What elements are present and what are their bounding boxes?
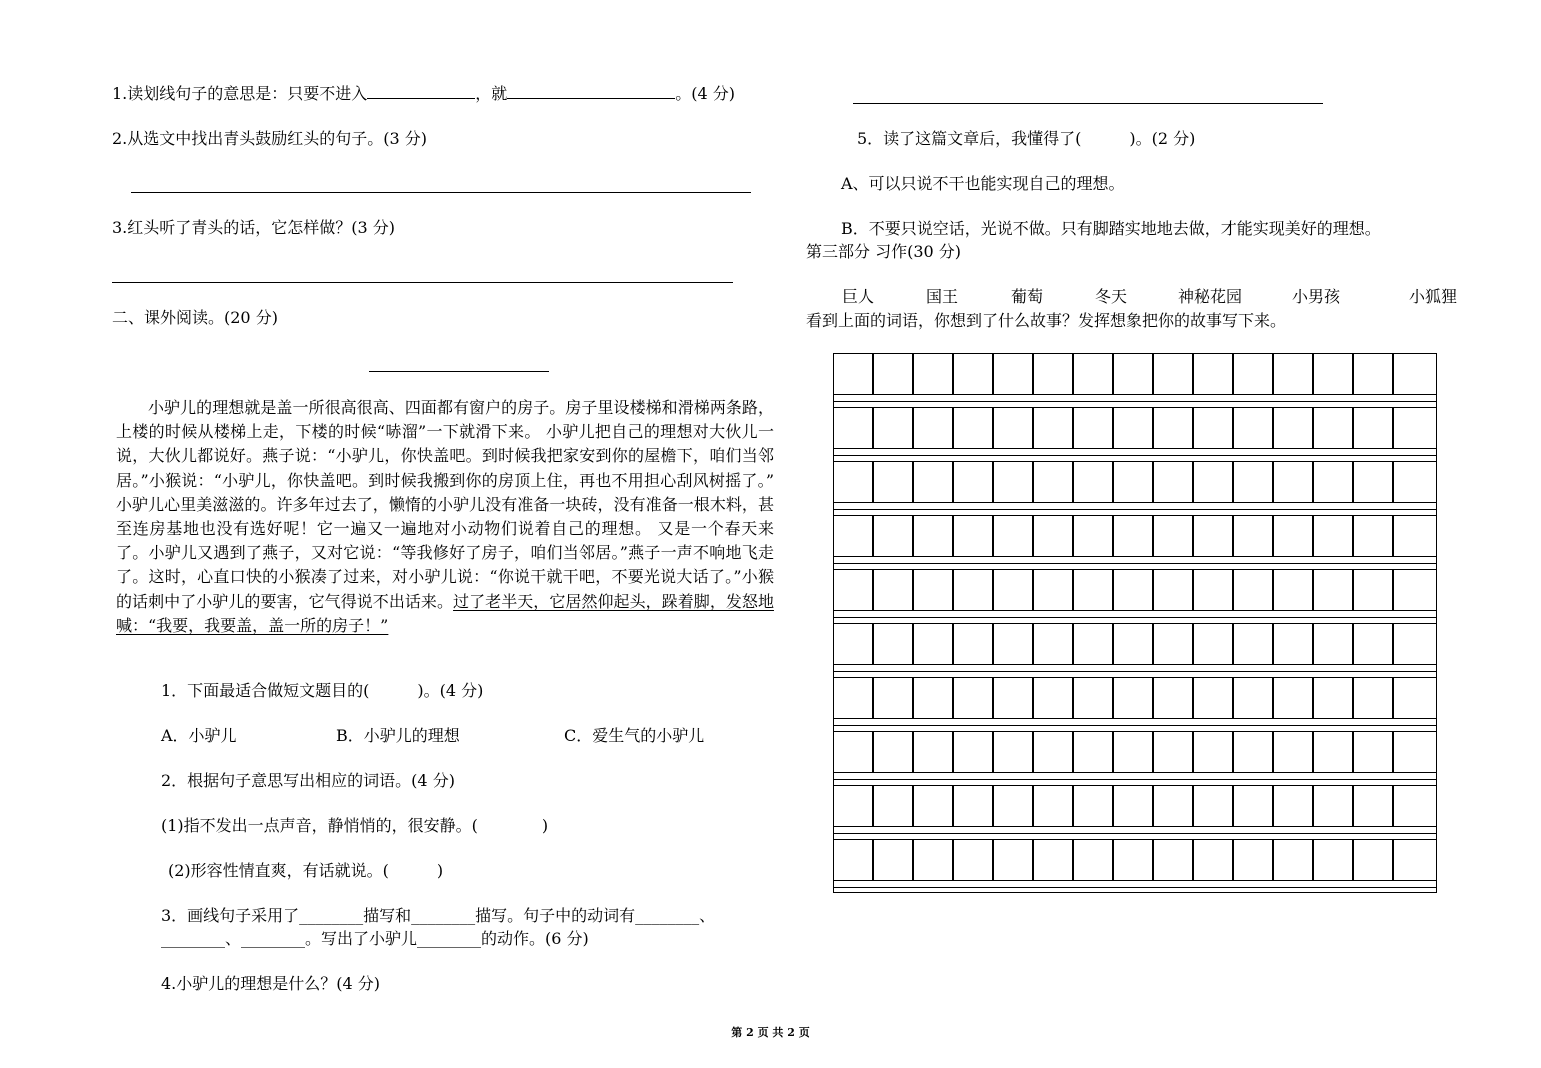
grid-cell[interactable] — [1113, 839, 1153, 881]
grid-cell[interactable] — [1193, 353, 1233, 395]
grid-cell[interactable] — [833, 353, 873, 395]
question-3: 3.红头听了青头的话，它怎样做？(3 分) — [112, 218, 396, 237]
grid-cell[interactable] — [1193, 515, 1233, 557]
answer-line[interactable] — [131, 192, 751, 193]
grid-cell[interactable] — [1033, 407, 1073, 449]
grid-cell[interactable] — [873, 569, 913, 611]
answer-line[interactable] — [853, 103, 1323, 104]
reading-question-3-line-2: ________、________。写出了小驴儿________的动作。(6 分) — [161, 929, 589, 948]
reading-question-5-option-b[interactable]: B．不要只说空话，光说不做。只有脚踏实地地去做，才能实现美好的理想。 — [841, 219, 1381, 238]
grid-cell[interactable] — [913, 839, 953, 881]
grid-row — [833, 839, 1437, 881]
section-2-heading: 二、课外阅读。(20 分) — [112, 308, 278, 327]
grid-cell[interactable] — [1153, 461, 1193, 503]
grid-cell[interactable] — [993, 461, 1033, 503]
grid-separator — [833, 509, 1437, 510]
reading-question-1-option-b[interactable]: B．小驴儿的理想 — [336, 726, 460, 745]
prompt-word: 国王 — [926, 287, 959, 306]
grid-row — [833, 677, 1437, 719]
grid-cell[interactable] — [913, 407, 953, 449]
prompt-word: 神秘花园 — [1178, 287, 1243, 306]
reading-passage — [116, 396, 774, 638]
grid-separator — [833, 671, 1437, 672]
prompt-word: 小男孩 — [1292, 287, 1341, 306]
grid-cell[interactable] — [913, 623, 953, 665]
grid-cell[interactable] — [1153, 407, 1193, 449]
grid-cell[interactable] — [1033, 731, 1073, 773]
grid-cell[interactable] — [1113, 623, 1153, 665]
grid-cell[interactable] — [1073, 623, 1113, 665]
grid-cell[interactable] — [953, 731, 993, 773]
grid-cell[interactable] — [1393, 515, 1437, 557]
grid-cell[interactable] — [1313, 677, 1353, 719]
grid-cell[interactable] — [1033, 569, 1073, 611]
grid-cell[interactable] — [953, 461, 993, 503]
grid-cell[interactable] — [1033, 785, 1073, 827]
grid-cell[interactable] — [1153, 677, 1193, 719]
grid-cell[interactable] — [1033, 515, 1073, 557]
grid-cell[interactable] — [1313, 515, 1353, 557]
grid-cell[interactable] — [993, 839, 1033, 881]
grid-cell[interactable] — [1113, 353, 1153, 395]
grid-cell[interactable] — [993, 353, 1033, 395]
grid-cell[interactable] — [833, 407, 873, 449]
passage-underlined-sentence: 过了老半天，它居然仰起头，跺着脚，发怒地喊：“我要，我要盖，盖一所的房子！” — [116, 591, 774, 635]
grid-cell[interactable] — [1113, 569, 1153, 611]
grid-cell[interactable] — [1313, 569, 1353, 611]
word-prompt-list — [0, 287, 1541, 307]
grid-cell[interactable] — [913, 515, 953, 557]
grid-cell[interactable] — [1153, 839, 1193, 881]
grid-cell[interactable] — [953, 353, 993, 395]
grid-cell[interactable] — [873, 461, 913, 503]
grid-cell[interactable] — [913, 731, 953, 773]
reading-question-1-option-a[interactable]: A．小驴儿 — [161, 726, 237, 745]
grid-separator — [833, 725, 1437, 726]
grid-row — [833, 731, 1437, 773]
grid-cell[interactable] — [1153, 353, 1193, 395]
grid-cell[interactable] — [1073, 353, 1113, 395]
answer-blank[interactable] — [507, 84, 675, 99]
grid-cell[interactable] — [1353, 353, 1393, 395]
grid-cell[interactable] — [1273, 623, 1313, 665]
grid-cell[interactable] — [1353, 407, 1393, 449]
grid-cell[interactable] — [1193, 677, 1233, 719]
grid-cell[interactable] — [1273, 515, 1313, 557]
grid-cell[interactable] — [1393, 623, 1437, 665]
grid-cell[interactable] — [873, 677, 913, 719]
grid-cell[interactable] — [1393, 839, 1437, 881]
grid-cell[interactable] — [1393, 785, 1437, 827]
grid-cell[interactable] — [1073, 569, 1113, 611]
grid-cell[interactable] — [833, 569, 873, 611]
grid-separator — [833, 455, 1437, 456]
answer-blank[interactable] — [367, 84, 475, 99]
grid-cell[interactable] — [1313, 839, 1353, 881]
grid-cell[interactable] — [1233, 407, 1273, 449]
grid-cell[interactable] — [1193, 461, 1233, 503]
grid-cell[interactable] — [953, 515, 993, 557]
grid-cell[interactable] — [873, 515, 913, 557]
grid-row — [833, 515, 1437, 557]
grid-cell[interactable] — [1193, 407, 1233, 449]
grid-cell[interactable] — [1113, 461, 1153, 503]
grid-separator — [833, 617, 1437, 618]
reading-question-1: 1．下面最适合做短文题目的( )。(4 分) — [161, 681, 484, 700]
page-footer: 第 2 页 共 2 页 — [731, 1026, 810, 1039]
grid-cell[interactable] — [1113, 785, 1153, 827]
grid-cell[interactable] — [1313, 461, 1353, 503]
grid-cell[interactable] — [993, 731, 1033, 773]
grid-cell[interactable] — [1233, 461, 1273, 503]
reading-question-1-option-c[interactable]: C．爱生气的小驴儿 — [564, 726, 705, 745]
grid-cell[interactable] — [1153, 785, 1193, 827]
grid-cell[interactable] — [1273, 839, 1313, 881]
grid-cell[interactable] — [1073, 677, 1113, 719]
grid-cell[interactable] — [873, 353, 913, 395]
grid-separator — [833, 833, 1437, 834]
grid-cell[interactable] — [953, 677, 993, 719]
question-1-mid: ，就 — [475, 84, 508, 103]
grid-cell[interactable] — [1273, 353, 1313, 395]
grid-cell[interactable] — [1393, 407, 1437, 449]
grid-cell[interactable] — [1193, 785, 1233, 827]
question-1-prefix: 1.读划线句子的意思是：只要不进入 — [112, 84, 368, 103]
grid-cell[interactable] — [1233, 623, 1273, 665]
title-answer-line[interactable] — [369, 371, 549, 372]
reading-question-2: 2．根据句子意思写出相应的词语。(4 分) — [161, 771, 455, 790]
grid-cell[interactable] — [1353, 731, 1393, 773]
prompt-word: 冬天 — [1095, 287, 1128, 306]
grid-cell[interactable] — [1273, 677, 1313, 719]
passage-text: 小驴儿的理想就是盖一所很高很高、四面都有窗户的房子。房子里设楼梯和滑梯两条路，上楼的时候从楼梯上走，下楼的时候“哧溜”一下就滑下来。 小驴儿把自己的理想对大伙儿一说，大伙儿都说好。燕子说：“小驴儿，你快盖吧。到时候我把家安到你的屋檐下，咱们当邻居。”小猴说：“小驴儿，你快盖吧。到时候我搬到你的房顶上住，再也不用担心刮风树摇了。” 小驴儿心里美滋滋的。许多年过去了，懒惰的小驴儿没有准备一块砖，没有准备一根木料，甚至连房基地也没有选好呢！它一遍又一遍地对小动物们说着自己的理想。 又是一个春天来了。小驴儿又遇到了燕子，又对它说：“等我修好了房子，咱们当邻居。”燕子一声不响地飞走了。这时，心直口快的小猴凑了过来，对小驴儿说：“你说干就干吧，不要光说大话了。”小猴的话刺中了小驴儿的要害，它气得说不出话来。 — [116, 398, 774, 611]
grid-cell[interactable] — [1313, 731, 1353, 773]
grid-cell[interactable] — [873, 731, 913, 773]
grid-cell[interactable] — [833, 623, 873, 665]
reading-question-2-part-2: (2)形容性情直爽，有话就说。( ) — [168, 861, 444, 880]
grid-cell[interactable] — [1073, 839, 1113, 881]
grid-cell[interactable] — [1273, 731, 1313, 773]
grid-cell[interactable] — [1153, 623, 1193, 665]
grid-cell[interactable] — [833, 461, 873, 503]
grid-cell[interactable] — [1113, 515, 1153, 557]
grid-cell[interactable] — [1353, 515, 1393, 557]
reading-question-3-line-1: 3．画线句子采用了________描写和________描写。句子中的动词有________、 — [161, 906, 716, 925]
grid-cell[interactable] — [873, 623, 913, 665]
prompt-word: 葡萄 — [1011, 287, 1044, 306]
grid-separator — [833, 401, 1437, 402]
composition-grid[interactable] — [833, 353, 1437, 893]
grid-cell[interactable] — [1233, 677, 1273, 719]
question-1 — [112, 84, 735, 104]
grid-cell[interactable] — [953, 785, 993, 827]
grid-cell[interactable] — [1073, 461, 1113, 503]
grid-cell[interactable] — [833, 515, 873, 557]
grid-cell[interactable] — [873, 407, 913, 449]
grid-cell[interactable] — [1313, 623, 1353, 665]
grid-cell[interactable] — [993, 677, 1033, 719]
grid-cell[interactable] — [913, 353, 953, 395]
grid-cell[interactable] — [1393, 731, 1437, 773]
grid-row — [833, 569, 1437, 611]
grid-cell[interactable] — [1153, 569, 1193, 611]
grid-cell[interactable] — [953, 839, 993, 881]
grid-cell[interactable] — [993, 623, 1033, 665]
grid-separator — [833, 779, 1437, 780]
grid-cell[interactable] — [1353, 623, 1393, 665]
grid-row — [833, 623, 1437, 665]
grid-cell[interactable] — [953, 623, 993, 665]
grid-cell[interactable] — [1193, 569, 1233, 611]
part-3-heading: 第三部分 习作(30 分) — [806, 242, 962, 261]
grid-separator — [833, 887, 1437, 888]
grid-cell[interactable] — [1153, 731, 1193, 773]
grid-cell[interactable] — [953, 569, 993, 611]
grid-cell[interactable] — [913, 785, 953, 827]
grid-cell[interactable] — [1233, 515, 1273, 557]
grid-cell[interactable] — [1233, 731, 1273, 773]
reading-question-2-part-1: (1)指不发出一点声音，静悄悄的，很安静。( ) — [161, 816, 549, 835]
grid-cell[interactable] — [1393, 677, 1437, 719]
grid-cell[interactable] — [953, 407, 993, 449]
grid-cell[interactable] — [1353, 461, 1393, 503]
grid-cell[interactable] — [1073, 515, 1113, 557]
grid-cell[interactable] — [1273, 569, 1313, 611]
grid-row — [833, 353, 1437, 395]
grid-cell[interactable] — [1353, 839, 1393, 881]
grid-cell[interactable] — [873, 785, 913, 827]
question-2: 2.从选文中找出青头鼓励红头的句子。(3 分) — [112, 129, 428, 148]
grid-cell[interactable] — [1273, 461, 1313, 503]
grid-cell[interactable] — [1393, 353, 1437, 395]
grid-cell[interactable] — [833, 677, 873, 719]
grid-cell[interactable] — [873, 839, 913, 881]
grid-cell[interactable] — [1153, 515, 1193, 557]
grid-cell[interactable] — [993, 407, 1033, 449]
grid-cell[interactable] — [993, 569, 1033, 611]
grid-cell[interactable] — [1193, 839, 1233, 881]
grid-row — [833, 407, 1437, 449]
grid-cell[interactable] — [1233, 569, 1273, 611]
reading-question-5: 5．读了这篇文章后，我懂得了( )。(2 分) — [857, 129, 1196, 148]
grid-cell[interactable] — [1073, 785, 1113, 827]
grid-cell[interactable] — [1033, 353, 1073, 395]
reading-question-4: 4.小驴儿的理想是什么？(4 分) — [161, 974, 381, 993]
grid-cell[interactable] — [1033, 461, 1073, 503]
grid-cell[interactable] — [1033, 839, 1073, 881]
grid-cell[interactable] — [1033, 677, 1073, 719]
grid-cell[interactable] — [1233, 353, 1273, 395]
grid-cell[interactable] — [913, 677, 953, 719]
grid-cell[interactable] — [1233, 785, 1273, 827]
grid-cell[interactable] — [1353, 785, 1393, 827]
grid-cell[interactable] — [1313, 353, 1353, 395]
grid-cell[interactable] — [1233, 839, 1273, 881]
prompt-word: 小狐狸 — [1409, 287, 1458, 306]
grid-row — [833, 461, 1437, 503]
grid-cell[interactable] — [1193, 731, 1233, 773]
grid-cell[interactable] — [993, 515, 1033, 557]
grid-cell[interactable] — [1313, 785, 1353, 827]
grid-cell[interactable] — [1353, 569, 1393, 611]
reading-question-5-option-a[interactable]: A、可以只说不干也能实现自己的理想。 — [841, 174, 1125, 193]
grid-separator — [833, 563, 1437, 564]
grid-cell[interactable] — [1113, 731, 1153, 773]
grid-cell[interactable] — [1353, 677, 1393, 719]
grid-row — [833, 785, 1437, 827]
grid-cell[interactable] — [833, 839, 873, 881]
grid-cell[interactable] — [1273, 785, 1313, 827]
grid-cell[interactable] — [833, 785, 873, 827]
grid-cell[interactable] — [1393, 461, 1437, 503]
answer-line[interactable] — [112, 282, 733, 283]
question-1-suffix: 。(4 分) — [675, 84, 736, 103]
writing-prompt: 看到上面的词语，你想到了什么故事？发挥想象把你的故事写下来。 — [806, 311, 1287, 330]
grid-cell[interactable] — [1193, 623, 1233, 665]
grid-cell[interactable] — [1113, 407, 1153, 449]
prompt-word: 巨人 — [842, 287, 875, 306]
grid-cell[interactable] — [1073, 407, 1113, 449]
grid-cell[interactable] — [1113, 677, 1153, 719]
grid-cell[interactable] — [833, 731, 873, 773]
grid-cell[interactable] — [1313, 407, 1353, 449]
grid-cell[interactable] — [1273, 407, 1313, 449]
grid-cell[interactable] — [913, 569, 953, 611]
grid-cell[interactable] — [1033, 623, 1073, 665]
grid-cell[interactable] — [993, 785, 1033, 827]
grid-cell[interactable] — [1393, 569, 1437, 611]
grid-cell[interactable] — [913, 461, 953, 503]
grid-cell[interactable] — [1073, 731, 1113, 773]
